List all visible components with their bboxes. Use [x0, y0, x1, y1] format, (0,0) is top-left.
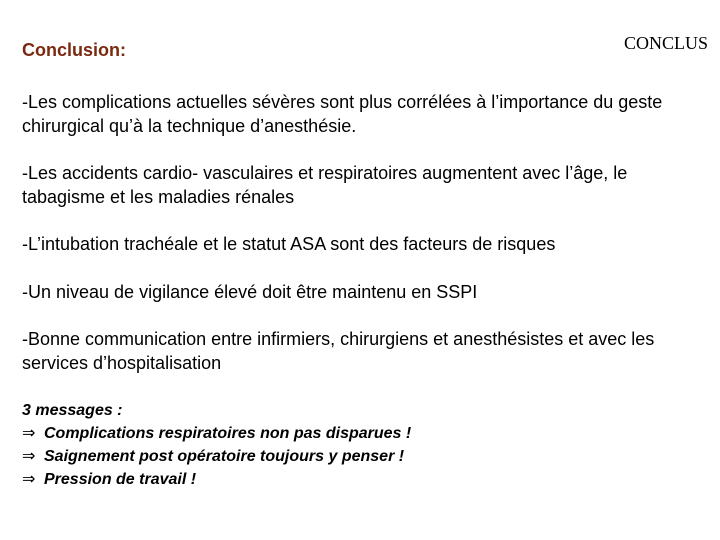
- message-item: [22, 468, 411, 491]
- conclusion-point-3: -L’intubation trachéale et le statut ASA sont des facteurs de risques: [22, 234, 556, 254]
- message-item: [22, 445, 411, 468]
- conclusion-point-5: -Bonne communication entre infirmiers, chirurgiens et anesthésistes et avec les services d’hospitalisation: [22, 329, 655, 373]
- message-item: [22, 422, 411, 445]
- message-text: Pression de travail !: [44, 471, 197, 488]
- conclusion-point-2: -Les accidents cardio- vasculaires et respiratoires augmentent avec l’âge, le tabagisme et les maladies rénales: [22, 163, 628, 207]
- slide-heading: Conclusion:: [22, 40, 126, 60]
- conclusion-point-4: -Un niveau de vigilance élevé doit être maintenu en SSPI: [22, 282, 478, 302]
- messages-title: 3 messages :: [22, 402, 123, 419]
- implies-arrow-icon: ⇒: [22, 469, 36, 488]
- implies-arrow-icon: ⇒: [22, 423, 36, 442]
- key-messages: [22, 400, 411, 491]
- message-text: Complications respiratoires non pas disparues !: [44, 425, 412, 442]
- corner-title: CONCLUS: [623, 33, 708, 53]
- message-text: Saignement post opératoire toujours y penser !: [44, 448, 405, 465]
- conclusion-point-1: -Les complications actuelles sévères sont plus corrélées à l’importance du geste chirurgical qu’à la technique d’anesthésie.: [22, 92, 663, 136]
- implies-arrow-icon: ⇒: [22, 446, 36, 465]
